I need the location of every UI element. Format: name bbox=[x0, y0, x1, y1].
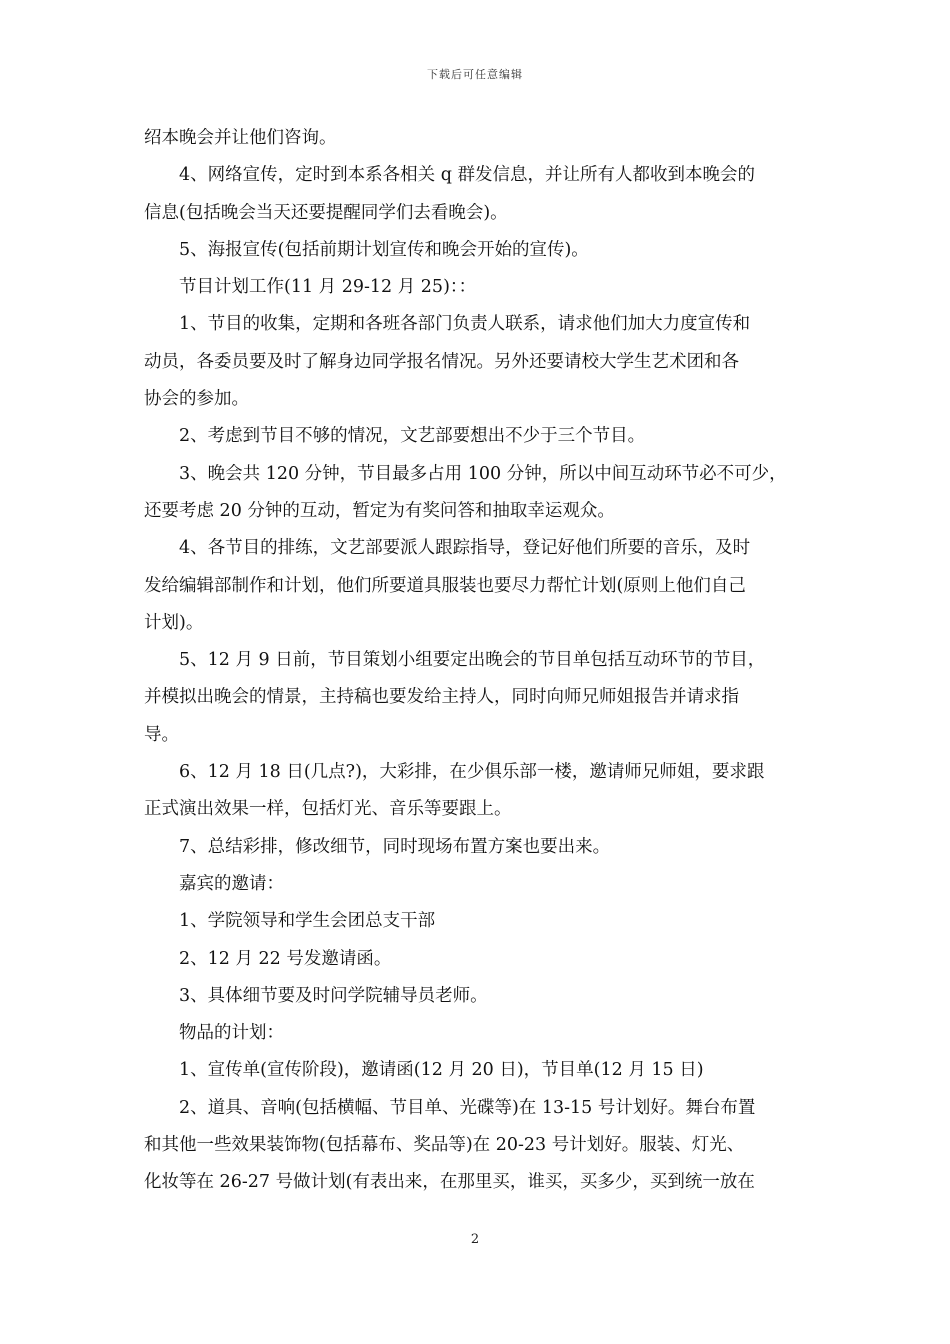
text-line: 物品的计划： bbox=[179, 1023, 284, 1044]
text-line: 并模拟出晚会的情景，主持稿也要发给主持人，同时向师兄师姐报告并请求指 bbox=[144, 687, 739, 708]
text-line: 2、道具、音响(包括横幅、节目单、光碟等)在 13-15 号计划好。舞台布置 bbox=[179, 1097, 756, 1118]
text-line: 6、12 月 18 日(几点?)，大彩排，在少俱乐部一楼，邀请师兄师姐，要求跟 bbox=[179, 762, 765, 783]
text-line: 3、晚会共 120 分钟，节目最多占用 100 分钟，所以中间互动环节必不可少， bbox=[179, 463, 787, 484]
text-line: 嘉宾的邀请： bbox=[179, 873, 284, 894]
text-line: 3、具体细节要及时问学院辅导员老师。 bbox=[179, 985, 488, 1006]
text-line: 和其他一些效果装饰物(包括幕布、奖品等)在 20-23 号计划好。服装、灯光、 bbox=[144, 1135, 745, 1156]
page-number: 2 bbox=[470, 1232, 480, 1247]
text-line: 计划)。 bbox=[144, 612, 204, 633]
text-line: 信息(包括晚会当天还要提醒同学们去看晚会)。 bbox=[144, 202, 508, 223]
text-line: 2、考虑到节目不够的情况，文艺部要想出不少于三个节目。 bbox=[179, 426, 646, 447]
page-header: 下载后可任意编辑 bbox=[427, 68, 523, 81]
text-line: 还要考虑 20 分钟的互动，暂定为有奖问答和抽取幸运观众。 bbox=[144, 500, 615, 521]
text-line: 发给编辑部制作和计划，他们所要道具服装也要尽力帮忙计划(原则上他们自己 bbox=[144, 575, 746, 596]
text-line: 5、海报宣传(包括前期计划宣传和晚会开始的宣传)。 bbox=[179, 239, 589, 260]
text-line: 正式演出效果一样，包括灯光、音乐等要跟上。 bbox=[144, 799, 512, 820]
text-line: 1、宣传单(宣传阶段)，邀请函(12 月 20 日)，节目单(12 月 15 日) bbox=[179, 1060, 704, 1081]
text-line: 化妆等在 26-27 号做计划(有表出来，在那里买，谁买，买多少，买到统一放在 bbox=[144, 1172, 755, 1193]
text-line: 5、12 月 9 日前，节目策划小组要定出晚会的节目单包括互动环节的节目， bbox=[179, 650, 766, 671]
text-line: 协会的参加。 bbox=[144, 389, 249, 410]
text-line: 4、各节目的排练，文艺部要派人跟踪指导，登记好他们所要的音乐，及时 bbox=[179, 538, 751, 559]
text-line: 4、网络宣传，定时到本系各相关 q 群发信息，并让所有人都收到本晚会的 bbox=[179, 165, 755, 186]
text-line: 绍本晚会并让他们咨询。 bbox=[144, 128, 337, 148]
text-line: 动员，各委员要及时了解身边同学报名情况。另外还要请校大学生艺术团和各 bbox=[144, 351, 739, 372]
text-line: 节目计划工作(11 月 29-12 月 25)：： bbox=[179, 277, 477, 298]
document-body bbox=[144, 120, 812, 1202]
text-line: 7、总结彩排，修改细节，同时现场布置方案也要出来。 bbox=[179, 836, 611, 857]
text-line: 2、12 月 22 号发邀请函。 bbox=[179, 948, 392, 969]
text-line: 导。 bbox=[144, 724, 179, 745]
text-line: 1、节目的收集，定期和各班各部门负责人联系，请求他们加大力度宣传和 bbox=[179, 314, 751, 335]
text-line: 1、学院领导和学生会团总支干部 bbox=[179, 911, 436, 932]
